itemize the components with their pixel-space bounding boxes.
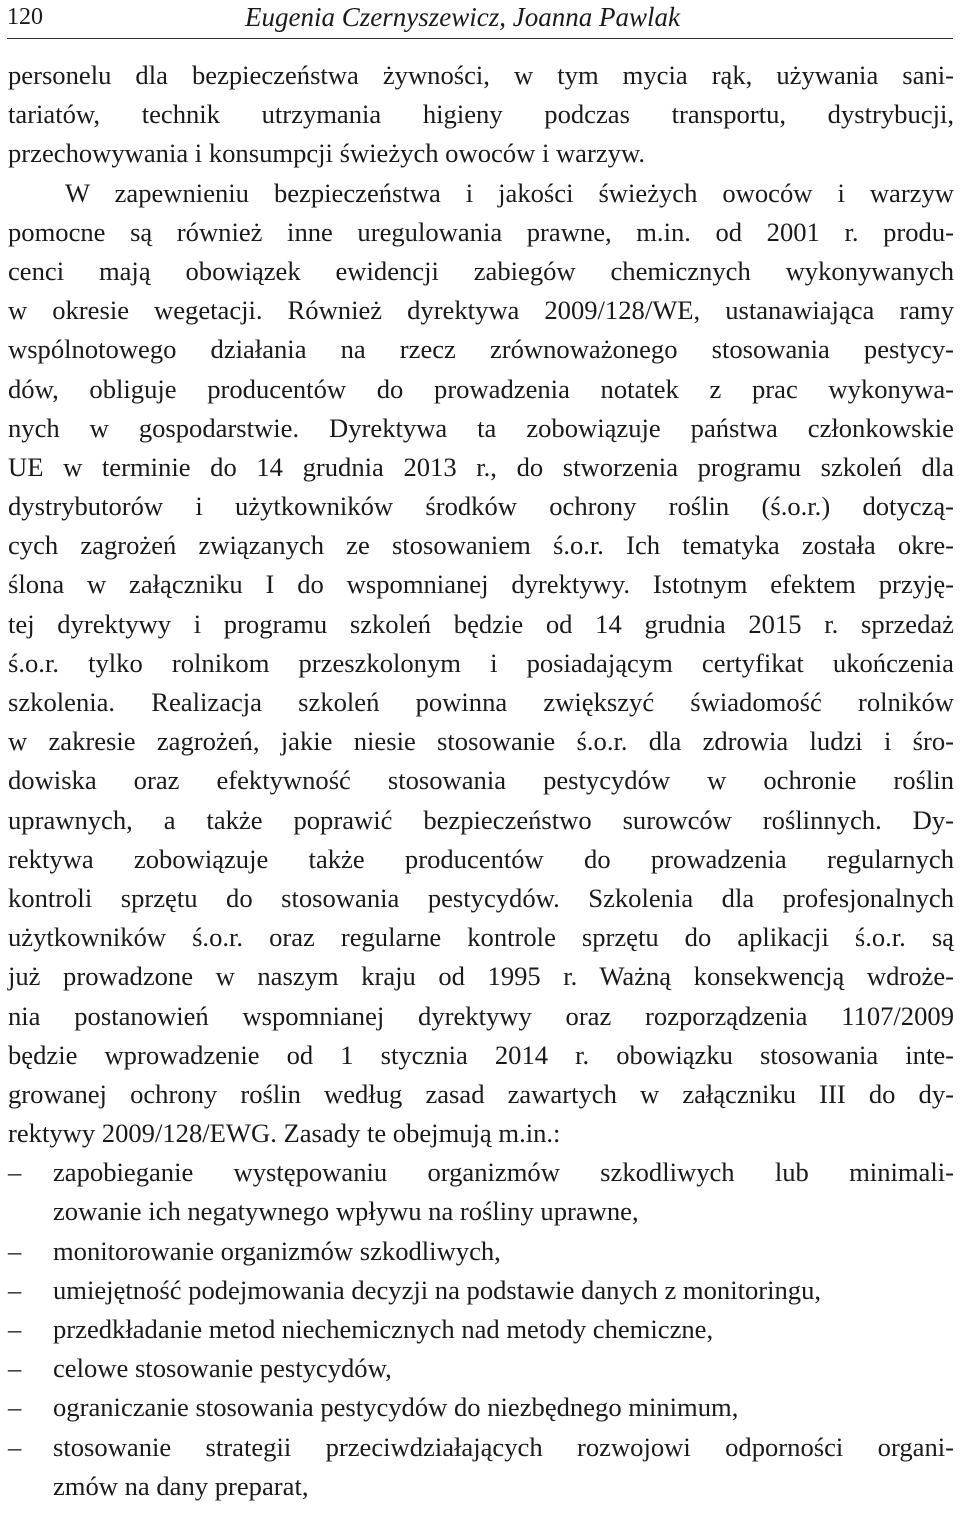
text-line: W zapewnieniu bezpieczeństwa i jakości świeżych owoców i warzyw (65, 177, 954, 208)
text-line: użytkowników ś.o.r. oraz regularne kontrole sprzętu do aplikacji ś.o.r. są (8, 922, 954, 953)
list-item (8, 1232, 954, 1271)
list-item (8, 1271, 954, 1310)
list-item-text: przedkładanie metod niechemicznych nad metody chemiczne, (53, 1314, 714, 1344)
list-item (8, 1153, 954, 1231)
list-item (8, 1388, 954, 1427)
text-line: kontroli sprzętu do stosowania pestycydów. Szkolenia dla profesjonalnych (8, 882, 954, 913)
dash-bullet: – (8, 1431, 22, 1462)
bullet-list (8, 1153, 954, 1506)
header-divider (7, 38, 953, 39)
text-line: tariatów, technik utrzymania higieny podczas transportu, dystrybucji, (8, 99, 954, 130)
text-line: przechowywania i konsumpcji świeżych owoców i warzyw. (8, 138, 646, 169)
text-line: wspólnotowego działania na rzecz zrównoważonego stosowania pestycy- (8, 334, 954, 365)
text-line: ślona w załączniku I do wspomnianej dyrektywy. Istotnym efektem przyję- (8, 569, 954, 600)
list-item-text: umiejętność podejmowania decyzji na podstawie danych z monitoringu, (53, 1274, 822, 1305)
text-line: dystrybutorów i użytkowników środków ochrony roślin (ś.o.r.) dotyczą- (8, 491, 954, 522)
page-header (0, 0, 960, 40)
text-line: growanej ochrony roślin według zasad zawartych w załączniku III do dy- (8, 1078, 954, 1109)
text-line: rektywy 2009/128/EWG. Zasady te obejmują m.in.: (8, 1118, 561, 1149)
dash-bullet: – (8, 1392, 22, 1423)
body-text (8, 56, 954, 1506)
page-number: 120 (7, 4, 43, 30)
text-line: cenci mają obowiązek ewidencji zabiegów chemicznych wykonywanych (8, 255, 954, 286)
dash-bullet: – (8, 1157, 22, 1188)
list-item-text: zmów na dany preparat, (53, 1470, 309, 1501)
text-line: nia postanowień wspomnianej dyrektywy oraz rozporządzenia 1107/2009 (8, 1000, 954, 1031)
dash-bullet: – (8, 1274, 22, 1305)
list-item-text: monitorowanie organizmów szkodliwych, (53, 1235, 501, 1266)
text-line: UE w terminie do 14 grudnia 2013 r., do stworzenia programu szkoleń dla (8, 451, 954, 482)
dash-bullet: – (8, 1353, 22, 1384)
text-line: cych zagrożeń związanych ze stosowaniem ś.o.r. Ich tematyka została okre- (8, 530, 954, 561)
text-line: tej dyrektywy i programu szkoleń będzie od 14 grudnia 2015 r. sprzedaż (8, 608, 954, 639)
list-item-text: zapobieganie występowaniu organizmów szkodliwych lub minimali- (53, 1157, 954, 1188)
text-line: pomocne są również inne uregulowania prawne, m.in. od 2001 r. produ- (8, 216, 954, 247)
running-head-authors: Eugenia Czernyszewicz, Joanna Pawlak (245, 2, 680, 32)
text-line: personelu dla bezpieczeństwa żywności, w tym mycia rąk, używania sani- (8, 60, 954, 90)
list-item-text: zowanie ich negatywnego wpływu na rośliny uprawne, (53, 1196, 639, 1227)
text-line: będzie wprowadzenie od 1 stycznia 2014 r. obowiązku stosowania inte- (8, 1039, 954, 1070)
list-item (8, 1349, 954, 1388)
text-line: w okresie wegetacji. Również dyrektywa 2009/128/WE, ustanawiająca ramy (8, 295, 954, 326)
list-item-text: stosowanie strategii przeciwdziałających rozwojowi odporności organi- (53, 1431, 954, 1462)
list-item-text: celowe stosowanie pestycydów, (53, 1353, 392, 1384)
text-line: uprawnych, a także poprawić bezpieczeństwo surowców roślinnych. Dy- (8, 804, 954, 835)
list-item-text: ograniczanie stosowania pestycydów do niezbędnego minimum, (53, 1392, 739, 1423)
text-line: już prowadzone w naszym kraju od 1995 r. Ważną konsekwencją wdroże- (8, 961, 954, 992)
dash-bullet: – (8, 1314, 22, 1344)
list-item (8, 1310, 954, 1349)
list-item (8, 1428, 954, 1506)
dash-bullet: – (8, 1235, 22, 1266)
text-line: ś.o.r. tylko rolnikom przeszkolonym i posiadającym certyfikat ukończenia (8, 647, 954, 678)
text-line: rektywa zobowiązuje także producentów do prowadzenia regularnych (8, 843, 954, 874)
text-line: dów, obliguje producentów do prowadzenia notatek z prac wykonywa- (8, 373, 954, 404)
text-line: szkolenia. Realizacja szkoleń powinna zwiększyć świadomość rolników (8, 687, 954, 717)
text-line: nych w gospodarstwie. Dyrektywa ta zobowiązuje państwa członkowskie (8, 412, 954, 443)
text-line: w zakresie zagrożeń, jakie niesie stosowanie ś.o.r. dla zdrowia ludzi i śro- (8, 726, 954, 757)
text-line: dowiska oraz efektywność stosowania pestycydów w ochronie roślin (8, 765, 954, 796)
